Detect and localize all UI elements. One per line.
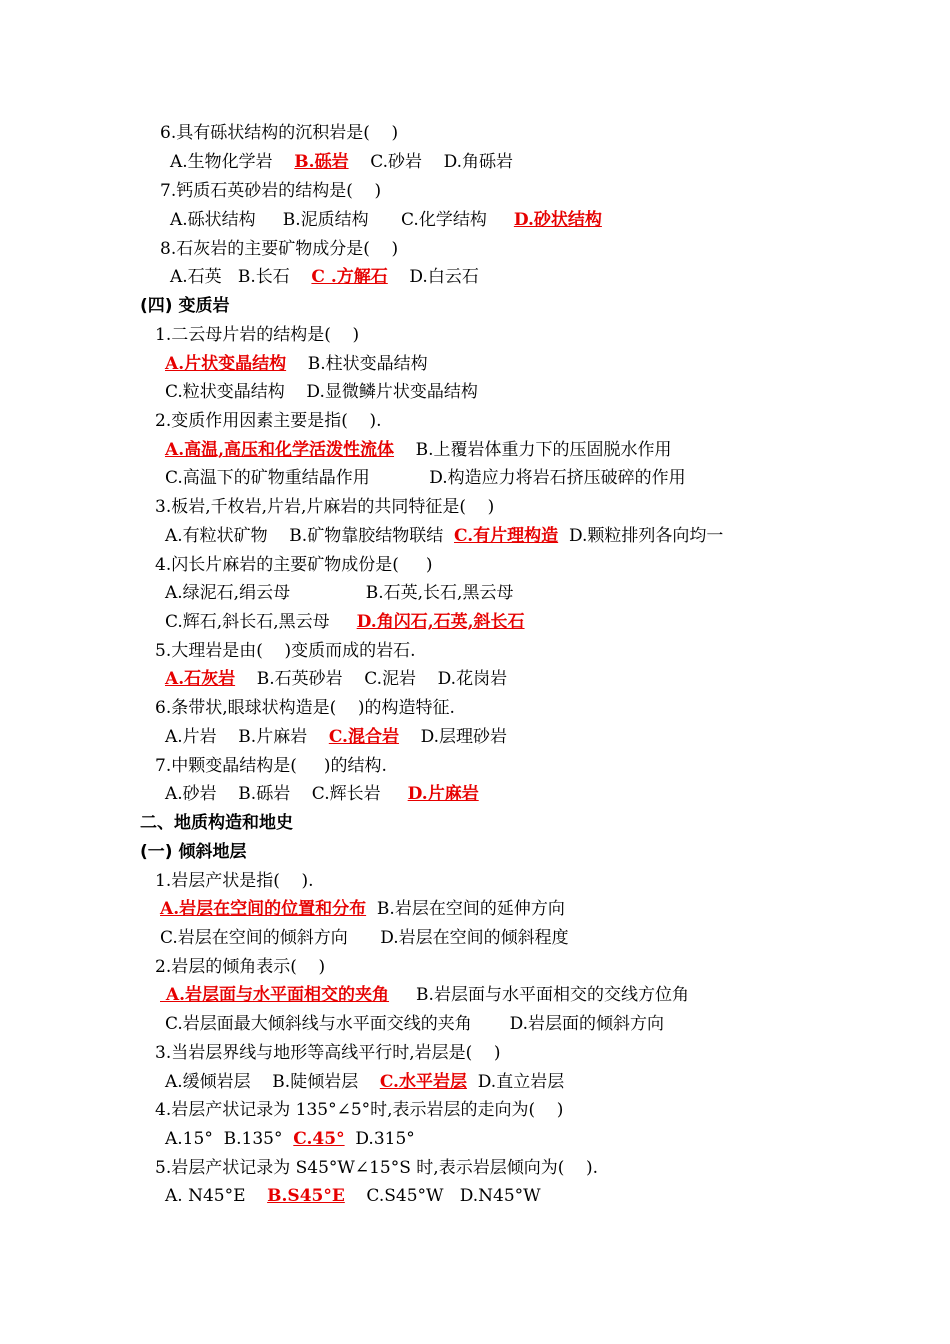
text-line bbox=[160, 237, 398, 261]
text-line bbox=[165, 782, 479, 806]
text-line bbox=[155, 553, 433, 577]
text-segment: 2.岩层的倾角表示( ) bbox=[155, 957, 326, 977]
answer-highlight: C.45° bbox=[293, 1129, 345, 1149]
text-segment: 7.中颗变晶结构是( )的结构. bbox=[155, 756, 387, 776]
text-line bbox=[165, 380, 478, 404]
text-segment: 4.岩层产状记录为 135°∠5°时,表示岩层的走向为( ) bbox=[155, 1100, 564, 1120]
text-line bbox=[165, 667, 507, 691]
text-segment: 7.钙质石英砂岩的结构是( ) bbox=[160, 181, 382, 201]
text-line bbox=[155, 495, 494, 519]
text-segment: B.上覆岩体重力下的压固脱水作用 bbox=[394, 440, 672, 460]
text-segment: C.砂岩 D.角砾岩 bbox=[348, 152, 514, 172]
text-line bbox=[155, 754, 387, 778]
text-line bbox=[155, 955, 325, 979]
answer-highlight: C .方解石 bbox=[311, 267, 388, 287]
answer-highlight: A.片状变晶结构 bbox=[165, 354, 287, 374]
text-segment: 1.岩层产状是指( ). bbox=[155, 871, 314, 891]
text-segment: (四) 变质岩 bbox=[140, 296, 230, 316]
text-line bbox=[165, 466, 686, 490]
text-line bbox=[165, 352, 428, 376]
answer-highlight: D.砂状结构 bbox=[513, 210, 602, 230]
text-segment: D.直立岩层 bbox=[466, 1072, 565, 1092]
text-line bbox=[155, 696, 455, 720]
answer-highlight: A.岩层在空间的位置和分布 bbox=[160, 899, 367, 919]
answer-highlight: B.砾岩 bbox=[294, 152, 349, 172]
text-segment: D.层理砂岩 bbox=[398, 727, 508, 747]
text-segment: B.柱状变晶结构 bbox=[286, 354, 428, 374]
answer-highlight: C.有片理构造 bbox=[454, 526, 559, 546]
text-line bbox=[155, 1041, 501, 1065]
text-segment: C.辉石,斜长石,黑云母 bbox=[165, 612, 357, 632]
text-line bbox=[160, 926, 569, 950]
text-segment: A. N45°E bbox=[165, 1186, 268, 1206]
text-segment: A.生物化学岩 bbox=[170, 152, 295, 172]
text-line bbox=[155, 409, 382, 433]
text-segment: D.白云石 bbox=[387, 267, 479, 287]
section-heading bbox=[140, 811, 293, 835]
text-line bbox=[155, 1098, 563, 1122]
text-line bbox=[165, 1012, 664, 1036]
text-segment: 3.板岩,千枚岩,片岩,片麻岩的共同特征是( ) bbox=[155, 497, 495, 517]
text-line bbox=[165, 1127, 415, 1151]
text-line bbox=[155, 639, 416, 663]
text-segment: C.岩层面最大倾斜线与水平面交线的夹角 D.岩层面的倾斜方向 bbox=[165, 1014, 665, 1034]
text-line bbox=[165, 1184, 541, 1208]
text-line bbox=[160, 121, 398, 145]
text-segment: 6.条带状,眼球状构造是( )的构造特征. bbox=[155, 698, 455, 718]
text-segment: A.绿泥石,绢云母 B.石英,长石,黑云母 bbox=[165, 583, 514, 603]
text-segment: A.砾状结构 B.泥质结构 C.化学结构 bbox=[170, 210, 514, 230]
text-segment: C.岩层在空间的倾斜方向 D.岩层在空间的倾斜程度 bbox=[160, 928, 569, 948]
text-line bbox=[170, 150, 513, 174]
answer-highlight: A.岩层面与水平面相交的夹角 bbox=[160, 985, 390, 1005]
text-line bbox=[170, 208, 602, 232]
answer-highlight: B.S45°E bbox=[267, 1186, 345, 1206]
answer-highlight: C.水平岩层 bbox=[379, 1072, 467, 1092]
text-segment: D.315° bbox=[344, 1129, 415, 1149]
text-line bbox=[165, 524, 723, 548]
text-segment: A.有粒状矿物 B.矿物靠胶结物联结 bbox=[165, 526, 454, 546]
answer-highlight: C.混合岩 bbox=[328, 727, 399, 747]
text-segment: 8.石灰岩的主要矿物成分是( ) bbox=[160, 239, 399, 259]
answer-highlight: D.片麻岩 bbox=[407, 784, 479, 804]
text-line bbox=[160, 179, 381, 203]
text-segment: 5.岩层产状记录为 S45°W∠15°S 时,表示岩层倾向为( ). bbox=[155, 1158, 598, 1178]
text-segment: D.颗粒排列各向均一 bbox=[558, 526, 724, 546]
text-segment: 2.变质作用因素主要是指( ). bbox=[155, 411, 382, 431]
text-line bbox=[165, 581, 513, 605]
text-segment: A.15° B.135° bbox=[165, 1129, 294, 1149]
text-line bbox=[155, 869, 314, 893]
text-segment: A.缓倾岩层 B.陡倾岩层 bbox=[165, 1072, 380, 1092]
text-line bbox=[160, 983, 689, 1007]
text-segment: 4.闪长片麻岩的主要矿物成份是( ) bbox=[155, 555, 433, 575]
text-segment: A.砂岩 B.砾岩 C.辉长岩 bbox=[165, 784, 408, 804]
text-segment: B.岩层在空间的延伸方向 bbox=[366, 899, 565, 919]
answer-highlight: A.高温,高压和化学活泼性流体 bbox=[165, 440, 395, 460]
text-segment: 3.当岩层界线与地形等高线平行时,岩层是( ) bbox=[155, 1043, 501, 1063]
text-line bbox=[165, 725, 507, 749]
text-segment: A.片岩 B.片麻岩 bbox=[165, 727, 329, 747]
text-segment: 5.大理岩是由( )变质而成的岩石. bbox=[155, 641, 416, 661]
text-line bbox=[160, 897, 565, 921]
answer-highlight: A.石灰岩 bbox=[165, 669, 236, 689]
section-heading bbox=[140, 294, 229, 318]
text-line bbox=[165, 610, 525, 634]
text-segment: C.粒状变晶结构 D.显微鳞片状变晶结构 bbox=[165, 382, 478, 402]
text-line bbox=[155, 323, 359, 347]
text-segment: B.石英砂岩 C.泥岩 D.花岗岩 bbox=[235, 669, 508, 689]
text-segment: C.高温下的矿物重结晶作用 D.构造应力将岩石挤压破碎的作用 bbox=[165, 468, 686, 488]
text-line bbox=[155, 1156, 598, 1180]
text-segment: A.石英 B.长石 bbox=[170, 267, 312, 287]
text-segment: (一) 倾斜地层 bbox=[140, 842, 247, 862]
text-segment: C.S45°W D.N45°W bbox=[344, 1186, 541, 1206]
text-segment: 6.具有砾状结构的沉积岩是( ) bbox=[160, 123, 399, 143]
text-segment: 1.二云母片岩的结构是( ) bbox=[155, 325, 360, 345]
text-line bbox=[170, 265, 479, 289]
text-segment: B.岩层面与水平面相交的交线方位角 bbox=[389, 985, 689, 1005]
text-line bbox=[165, 1070, 564, 1094]
text-segment: 二、地质构造和地史 bbox=[140, 813, 293, 833]
text-line bbox=[165, 438, 672, 462]
answer-highlight: D.角闪石,石英,斜长石 bbox=[356, 612, 525, 632]
section-heading bbox=[140, 840, 246, 864]
